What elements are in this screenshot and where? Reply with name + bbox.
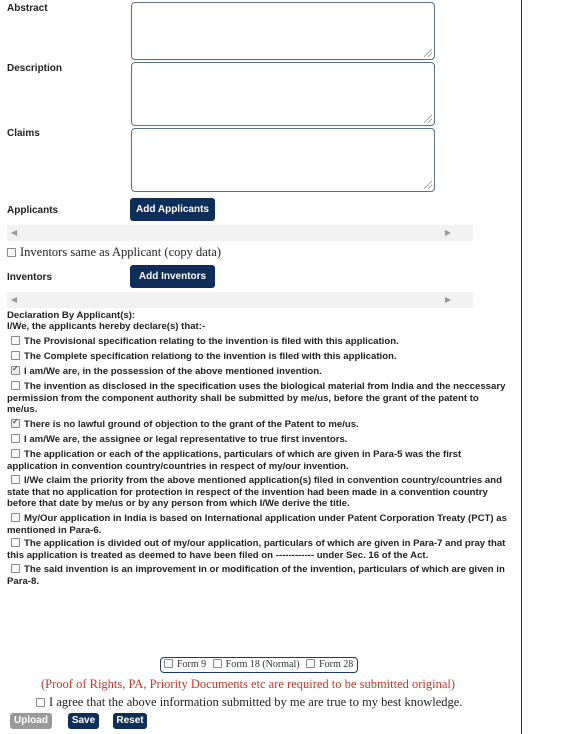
applicants-label: Applicants <box>7 205 59 216</box>
declaration-checkbox[interactable] <box>11 475 20 484</box>
declaration-checkbox[interactable] <box>11 434 20 443</box>
scroll-left-icon[interactable]: ◀ <box>11 228 18 237</box>
form28-label: Form 28 <box>319 659 354 670</box>
description-label: Description <box>7 63 63 74</box>
resize-grip-icon[interactable] <box>424 49 432 57</box>
agree-checkbox[interactable] <box>36 698 45 707</box>
description-textarea[interactable] <box>131 62 435 126</box>
inventors-same-checkbox[interactable] <box>7 248 16 257</box>
resize-grip-icon[interactable] <box>424 181 432 189</box>
declaration-item <box>11 366 511 378</box>
declaration-item <box>11 419 511 431</box>
scroll-right-icon[interactable]: ▶ <box>444 295 451 304</box>
inventors-same-row <box>7 245 221 260</box>
scroll-right-icon[interactable]: ▶ <box>444 228 451 237</box>
inventors-same-label: Inventors same as Applicant (copy data) <box>20 245 221 259</box>
declaration-item-text: The application is divided out of my/our application, particulars of which are given in Para-7 and pray that this application is treated as deemed to have been filed on ------------ under Sec. 16 of the Act. <box>7 538 506 561</box>
declaration-item <box>11 351 511 363</box>
declaration-item <box>7 381 507 416</box>
declaration-item-text: The Provisional specification relating to the invention is filed with this application. <box>24 336 399 347</box>
form18-checkbox[interactable] <box>213 659 222 668</box>
declaration-item <box>7 538 507 561</box>
declaration-item-text: The said invention is an improvement in or modification of the invention, particulars of which are given in Para-8. <box>7 564 505 587</box>
applicants-scrollbar[interactable] <box>7 225 473 241</box>
form9-checkbox[interactable] <box>164 659 173 668</box>
declaration-item-text: The Complete specification relationg to the invention is filed with this application. <box>24 351 397 362</box>
form9-label: Form 9 <box>177 659 207 670</box>
declaration-checkbox[interactable] <box>11 419 20 428</box>
declaration-intro: I/We, the applicants hereby declare(s) that:- <box>7 321 206 332</box>
declaration-item <box>7 449 507 472</box>
declaration-item-text: The application or each of the applications, particulars of which are given in Para-5 was the first application in convention country/countries in respect of my/our invention. <box>7 449 462 472</box>
declaration-checkbox[interactable] <box>11 336 20 345</box>
declaration-item <box>7 564 507 587</box>
form18-label: Form 18 (Normal) <box>225 659 300 670</box>
declaration-checkbox[interactable] <box>11 564 20 573</box>
declaration-item <box>11 434 511 446</box>
declaration-checkbox[interactable] <box>11 513 20 522</box>
declaration-item-text: The invention as disclosed in the specification uses the biological material from India and the neccessary permission from the component authority shall be submitted by me/us, before the grant of the patent to me/us. <box>7 381 506 415</box>
reset-button[interactable]: Reset <box>113 713 147 729</box>
inventors-scrollbar[interactable] <box>7 292 473 308</box>
page-border-line <box>521 0 522 734</box>
declaration-item-text: I/We claim the priority from the above mentioned application(s) filed in convention country/countries and state that no application for protection in respect of the invention had been made in a convention country before that date by me/us or by any person from which I/We derive the title. <box>7 475 502 509</box>
declaration-item-text: There is no lawful ground of objection to the grant of the Patent to me/us. <box>24 419 359 430</box>
save-button[interactable]: Save <box>68 713 99 729</box>
declaration-item-text: I am/We are, the assignee or legal representative to true first inventors. <box>24 434 348 445</box>
resize-grip-icon[interactable] <box>424 115 432 123</box>
declaration-item <box>7 513 507 536</box>
abstract-textarea[interactable] <box>131 2 435 60</box>
forms-group <box>160 657 358 673</box>
declaration-title: Declaration By Applicant(s): <box>7 310 136 321</box>
declaration-checkbox[interactable] <box>11 538 20 547</box>
abstract-label: Abstract <box>7 3 48 14</box>
add-inventors-button[interactable]: Add Inventors <box>130 265 215 288</box>
add-applicants-button[interactable]: Add Applicants <box>130 198 215 221</box>
declaration-item-text: I am/We are, in the possession of the above mentioned invention. <box>24 366 322 377</box>
declaration-item-text: My/Our application in India is based on International application under Patent Corporation Treaty (PCT) as mentioned in Para-6. <box>7 513 507 536</box>
claims-textarea[interactable] <box>131 128 435 192</box>
declaration-checkbox[interactable] <box>11 351 20 360</box>
scroll-left-icon[interactable]: ◀ <box>11 295 18 304</box>
agree-row <box>36 695 462 710</box>
declaration-item <box>7 475 507 510</box>
inventors-label: Inventors <box>7 272 53 283</box>
claims-label: Claims <box>7 128 40 139</box>
declaration-checkbox[interactable] <box>11 381 20 390</box>
form28-checkbox[interactable] <box>306 659 315 668</box>
declaration-checkbox[interactable] <box>11 366 20 375</box>
proof-note: (Proof of Rights, PA, Priority Documents etc are required to be submitted original) <box>41 677 456 691</box>
upload-button[interactable]: Upload <box>10 713 52 729</box>
agree-label: I agree that the above information submitted by me are true to my best knowledge. <box>49 695 463 709</box>
declaration-checkbox[interactable] <box>11 449 20 458</box>
declaration-item <box>11 336 511 348</box>
